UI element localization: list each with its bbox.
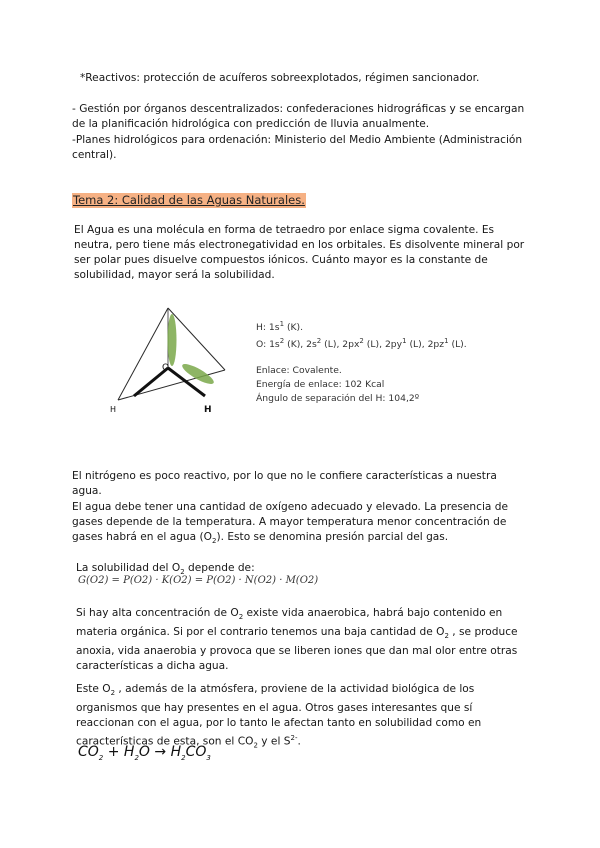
orbital-lobe-top — [168, 314, 177, 366]
planes-paragraph: -Planes hidrológicos para ordenación: Ministerio del Medio Ambiente (Administración central). — [72, 134, 523, 161]
atom-label-o: O — [162, 363, 170, 373]
enlace-text: Enlace: Covalente. — [256, 365, 342, 376]
gestion-paragraph: - Gestión por órganos descentralizados: confederaciones hidrográficas y se encargan de la planificación hidrológica con predicción de lluvia anualmente. — [72, 103, 525, 130]
solubility-formula: G(O2) = P(O2) · K(O2) = P(O2) · N(O2) · M(O2) — [78, 575, 319, 586]
nitrogeno-paragraph: El nitrógeno es poco reactivo, por lo que no le confiere características a nuestra agua. — [72, 470, 497, 497]
atom-label-h2: H — [204, 405, 212, 415]
section-title: Tema 2: Calidad de las Aguas Naturales. — [73, 193, 305, 207]
o-config: O: $1s^2$ (K), $2s^2$ (L), $2px^2$ (L), $2py^1$ (L), $2pz^1$ (L). — [256, 337, 467, 351]
alta-concentracion-paragraph: Si hay alta concentración de $O_2$ existe vida anaerobica, habrá bajo contenido en materia orgánica. Si por el contrario tenemos una baja cantidad de $O_2$ , se produce anoxia, vida anaerobia y provoca que se liberen iones que dan mal olor entre otras características a dicha agua. — [76, 607, 518, 673]
tetra-edge-left — [118, 308, 168, 400]
oxigeno-paragraph: El agua debe tener una cantidad de oxígeno adecuado y elevado. La presencia de gases depende de la temperatura. A mayor temperatura menor concentración de gases habrá en el agua $(O_2)$. Esto se denomina presión parcial del gas. — [72, 501, 508, 546]
este-o2-paragraph: Este $O_2$ , además de la atmósfera, proviene de la actividad biológica de los organismos que hay presentes en el agua. Otros gases interesantes que sí reaccionan con el agua, por lo tanto le afectan tanto en solubilidad como en características de esta, son el $CO_2$ y el $S^{2-}$. — [76, 683, 482, 750]
angulo-text: Ángulo de separación del H: 104,2º — [256, 393, 420, 404]
solubilidad-paragraph: La solubilidad del $O_2$ depende de: — [76, 562, 255, 577]
carbonic-acid-equation: $CO_2 + H_2O \to H_2CO_3$ — [78, 744, 211, 762]
arrow-icon: → — [154, 744, 167, 760]
reactivos-paragraph: *Reactivos: protección de acuíferos sobreexplotados, régimen sancionador. — [80, 72, 480, 84]
tetra-edge-right — [168, 308, 225, 370]
h-config: H: $1s^1$ (K). — [256, 320, 304, 334]
atom-label-h1: H — [110, 405, 117, 414]
energia-text: Energía de enlace: 102 Kcal — [256, 379, 385, 390]
water-molecule-diagram — [110, 300, 250, 420]
agua-intro-paragraph: El Agua es una molécula en forma de tetraedro por enlace sigma covalente. Es neutra, pero tiene más electronegatividad en los orbitales. Es disolvente mineral por ser polar pues disuelve compuestos iónicos. Cuánto mayor es la constante de solubilidad, mayor será la solubilidad. — [74, 224, 525, 281]
